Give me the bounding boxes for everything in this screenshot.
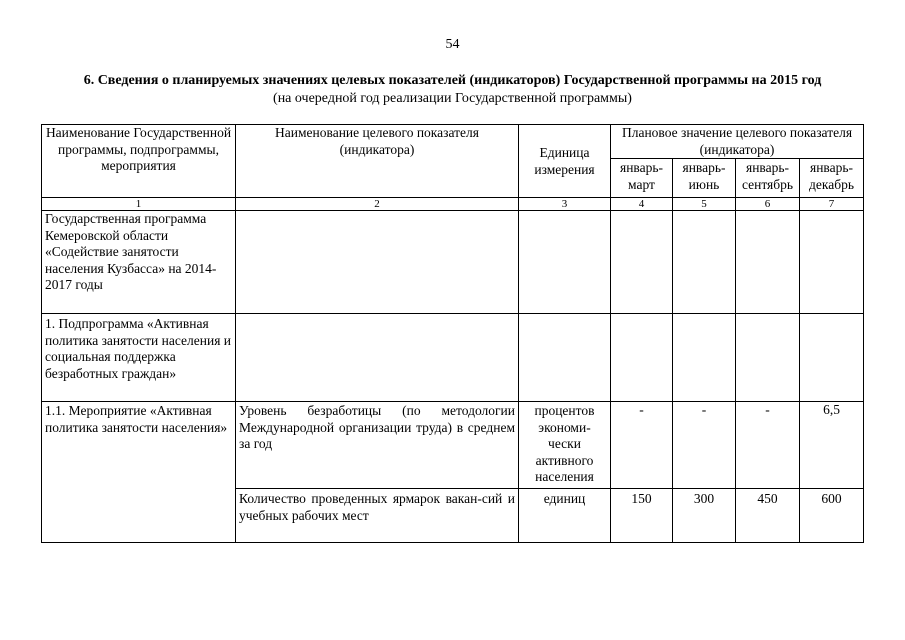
column-number: 4 bbox=[611, 198, 673, 211]
column-number: 5 bbox=[673, 198, 736, 211]
header-period-q1: январь-март bbox=[611, 159, 673, 198]
empty-cell bbox=[800, 211, 864, 314]
indicator-name: Количество проведенных ярмарок вакан-сий и учебных рабочих мест bbox=[236, 489, 519, 543]
indicator-value-h1: 300 bbox=[673, 489, 736, 543]
empty-cell bbox=[736, 211, 800, 314]
page-number: 54 bbox=[445, 37, 460, 52]
column-numbers-row bbox=[42, 198, 864, 211]
program-name: Государственная программа Кемеровской области «Содействие занятости населения Кузбасса» на 2014-2017 годы bbox=[42, 211, 236, 314]
empty-cell bbox=[236, 211, 519, 314]
event-name: 1.1. Мероприятие «Активная политика занятости населения» bbox=[42, 402, 236, 543]
indicator-value-9m: 450 bbox=[736, 489, 800, 543]
column-number: 3 bbox=[519, 198, 611, 211]
empty-cell bbox=[519, 211, 611, 314]
header-unit: Единица измерения bbox=[519, 125, 611, 198]
header-period-h1: январь-июнь bbox=[673, 159, 736, 198]
subprogram-name: 1. Подпрограмма «Активная политика занятости населения и социальная поддержка безработных граждан» bbox=[42, 314, 236, 402]
column-number: 1 bbox=[42, 198, 236, 211]
indicator-value-9m: - bbox=[736, 402, 800, 489]
header-period-9m: январь-сентябрь bbox=[736, 159, 800, 198]
indicators-table bbox=[41, 124, 864, 543]
indicator-value-year: 600 bbox=[800, 489, 864, 543]
indicator-value-h1: - bbox=[673, 402, 736, 489]
header-plan: Плановое значение целевого показателя (индикатора) bbox=[611, 125, 864, 159]
empty-cell bbox=[519, 314, 611, 402]
indicator-value-q1: - bbox=[611, 402, 673, 489]
table-row-state-program bbox=[42, 211, 864, 314]
indicator-value-q1: 150 bbox=[611, 489, 673, 543]
header-period-year: январь-декабрь bbox=[800, 159, 864, 198]
column-number: 6 bbox=[736, 198, 800, 211]
empty-cell bbox=[736, 314, 800, 402]
empty-cell bbox=[800, 314, 864, 402]
indicator-unit: процентов экономи-чески активного населения bbox=[519, 402, 611, 489]
header-indicator: Наименование целевого показателя (индикатора) bbox=[236, 125, 519, 198]
document-subtitle: (на очередной год реализации Государственной программы) bbox=[273, 91, 632, 106]
document-title: 6. Сведения о планируемых значениях целевых показателей (индикаторов) Государственной программы на 2015 год bbox=[83, 73, 822, 88]
column-number: 2 bbox=[236, 198, 519, 211]
indicator-name: Уровень безработицы (по методологии Международной организации труда) в среднем за год bbox=[236, 402, 519, 489]
indicator-unit: единиц bbox=[519, 489, 611, 543]
empty-cell bbox=[673, 211, 736, 314]
empty-cell bbox=[611, 211, 673, 314]
column-number: 7 bbox=[800, 198, 864, 211]
header-program: Наименование Государственной программы, подпрограммы, мероприятия bbox=[42, 125, 236, 198]
table-row-event-indicator-1 bbox=[42, 402, 864, 489]
indicator-value-year: 6,5 bbox=[800, 402, 864, 489]
header-row bbox=[42, 125, 864, 159]
empty-cell bbox=[236, 314, 519, 402]
empty-cell bbox=[611, 314, 673, 402]
empty-cell bbox=[673, 314, 736, 402]
table-row-subprogram bbox=[42, 314, 864, 402]
